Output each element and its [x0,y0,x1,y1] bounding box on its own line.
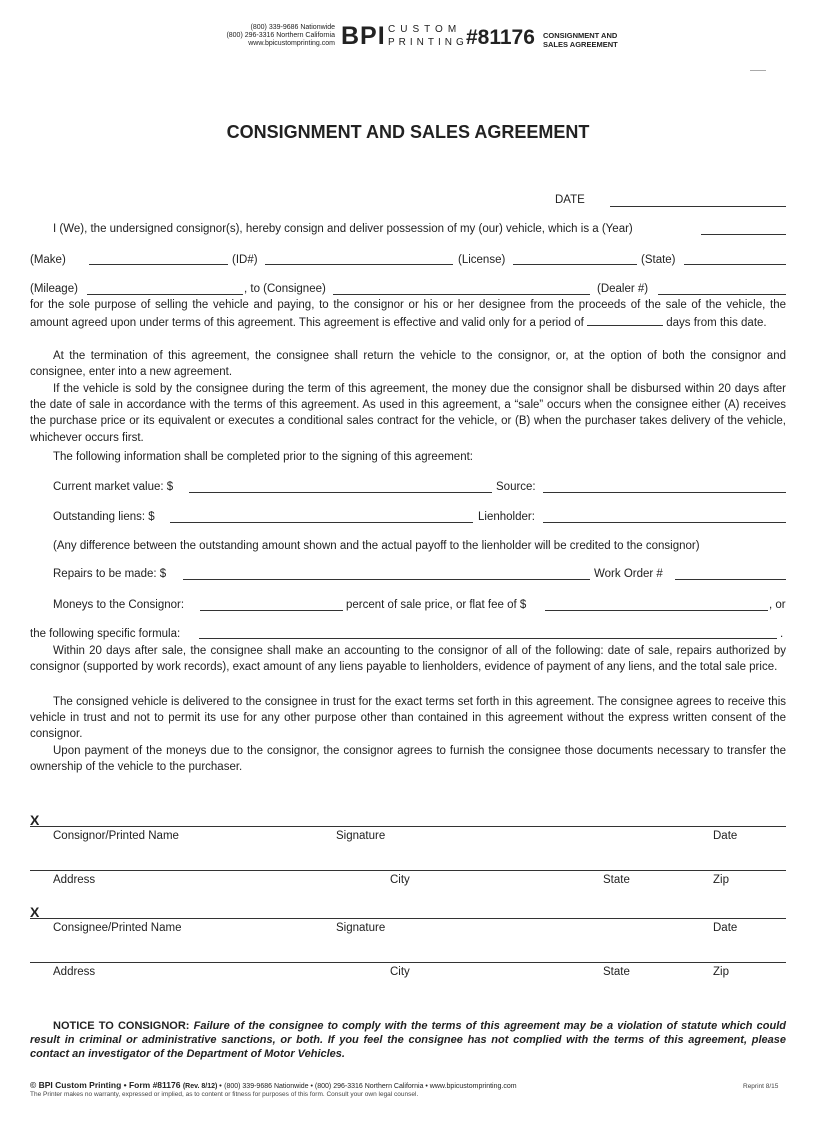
state-line[interactable] [684,264,786,265]
consignor-signature-label: Signature [336,830,386,842]
outstanding-liens-line[interactable] [170,522,473,523]
within-20-days-paragraph: Within 20 days after sale, the consignee shall make an accounting to the consignor of all of the following: date of sale, repairs authorized by consignor (supported by work records), exact amount of any liens payable to lienholders, evidence of payment of any liens, and the total sale price. [30,645,786,674]
corner-mark [750,70,766,71]
header-form-name-1: CONSIGNMENT AND [543,31,618,40]
formula-line[interactable] [199,638,777,639]
days-from-text: days from [666,317,717,330]
repairs-label: Repairs to be made: $ [53,568,167,580]
header-brand-printing: PRINTING [388,37,468,48]
footer-line [30,1080,517,1090]
footer-rev: (Rev. 8/12) • [182,1083,222,1090]
consignor-x-mark: X [30,812,40,828]
footer-brand: © BPI Custom Printing • Form #81176 [30,1080,181,1090]
notice-lead: NOTICE TO CONSIGNOR: [53,1020,190,1032]
market-value-label: Current market value: $ [53,481,174,493]
work-order-line[interactable] [675,579,786,580]
or-label: , or [769,599,786,611]
lienholder-label: Lienholder: [478,511,535,523]
moneys-percent-line[interactable] [200,610,343,611]
source-line[interactable] [543,492,786,493]
consignee-date-label: Date [713,922,738,934]
percent-label: percent of sale price, or flat fee of $ [346,599,527,611]
id-label: (ID#) [232,254,258,266]
sold-paragraph: If the vehicle is sold by the consignee during the term of this agreement, the money due the consignor shall be disbursed within 20 days after the date of sale in accordance with the terms of this agreement. As used in this agreement, a “sale” occurs when the consignee either (A) receives the purchase price or its equivalent or executes a conditional sales contract for the vehicle, or (B) when the purchaser takes delivery of the vehicle, whichever occurs first. [30,383,786,444]
make-label: (Make) [30,254,66,266]
source-label: Source: [496,481,536,493]
header-brand-custom: CUSTOM [388,24,462,35]
termination-paragraph: At the termination of this agreement, the consignee shall return the vehicle to the consignor, or, at the option of both the consignor and consignee, enter into a new agreement. [30,350,786,379]
consignor-address-label: Address [53,874,96,886]
consignee-zip-label: Zip [713,966,729,978]
date-field [555,192,585,208]
repairs-line[interactable] [183,579,590,580]
footer-contacts: (800) 339-9686 Nationwide • (800) 296-3316 Northern California • www.bpicustomprinting.com [224,1083,517,1090]
footer-disclaimer: The Printer makes no warranty, expressed or implied, as to content or fitness for purposes of this form. Consult your own legal counsel. [30,1091,419,1098]
header-website: www.bpicustomprinting.com [248,40,335,47]
formula-label: the following specific formula: [30,628,181,640]
consignor-city-label: City [390,874,410,886]
notice-to-consignor [30,1019,786,1061]
header-form-number: #81176 [466,26,535,49]
consignee-city-label: City [390,966,410,978]
moneys-label: Moneys to the Consignor: [53,599,185,611]
license-label: (License) [458,254,506,266]
dealer-line[interactable] [658,294,786,295]
upon-payment-paragraph: Upon payment of the moneys due to the consignor, the consignor agrees to furnish the consignee those documents necessary to transfer the ownership of the vehicle to the purchaser. [30,745,786,774]
following-info-text: The following information shall be completed prior to the signing of this agreement: [53,451,473,463]
consignee-label: , to (Consignee) [244,283,326,295]
header-form-name-2: SALES AGREEMENT [543,40,618,49]
consignor-name-label: Consignor/Printed Name [53,830,179,842]
dealer-label: (Dealer #) [597,283,649,295]
flat-fee-line[interactable] [545,610,768,611]
make-line[interactable] [89,264,228,265]
date-label: DATE [555,194,585,206]
state-label: (State) [641,254,676,266]
trust-paragraph: The consigned vehicle is delivered to the consignee in trust for the exact terms set forth in this agreement. The consignee agrees to receive this vehicle in trust and not to permit its use for any other purpose other than contained in this agreement without the express written consent of the consignor. [30,696,786,741]
sole-purpose-paragraph [30,297,786,331]
mileage-line[interactable] [87,294,243,295]
formula-period: . [780,628,784,640]
consignor-signature-line[interactable] [30,826,786,827]
consignee-signature-label: Signature [336,922,386,934]
footer-reprint: Reprint 8/15 [743,1083,779,1090]
consignor-address-line[interactable] [30,870,786,871]
consignee-line[interactable] [333,294,590,295]
notice-text: Failure of the consignee to comply with the terms of this agreement may be a violation of statute which could result in criminal or administrative sanctions, or both. If you feel the consignee has not complied with the terms of this agreement, please contact an investigator of the Department of Motor Vehicles. [30,1020,787,1060]
year-line[interactable] [701,234,786,235]
header-phone-nationwide: (800) 339-9686 Nationwide [250,24,335,31]
consignor-date-label: Date [713,830,738,842]
sole-purpose-text: for the sole purpose of selling the vehicle and paying, to the consignor or his or her designee from the proceeds of the sale of the vehicle, the amount agreed upon under terms of this agreement. This agreement is effective and valid only for a period of [30,299,786,330]
consignor-state-label: State [603,874,630,886]
intro-text: I (We), the undersigned consignor(s), hereby consign and deliver possession of my (our) vehicle, which is a (Year) [53,223,633,235]
consignee-name-label: Consignee/Printed Name [53,922,182,934]
consignee-address-label: Address [53,966,96,978]
period-days-line[interactable] [587,313,663,326]
consignee-address-line[interactable] [30,962,786,963]
mileage-label: (Mileage) [30,283,78,295]
header-phone-california: (800) 296-3316 Northern California [226,32,335,39]
consignee-state-label: State [603,966,630,978]
consignor-zip-label: Zip [713,874,729,886]
date-line[interactable] [610,206,786,207]
this-date-text: this date. [719,317,767,330]
work-order-label: Work Order # [594,568,663,580]
license-line[interactable] [513,264,637,265]
lienholder-line[interactable] [543,522,786,523]
consignee-signature-line[interactable] [30,918,786,919]
any-difference-text: (Any difference between the outstanding amount shown and the actual payoff to the lienholder will be credited to the consignor) [53,540,700,552]
id-line[interactable] [265,264,453,265]
header-brand-logo: BPI [341,22,386,50]
consignee-x-mark: X [30,904,40,920]
page-title: CONSIGNMENT AND SALES AGREEMENT [226,122,590,142]
market-value-line[interactable] [189,492,492,493]
outstanding-liens-label: Outstanding liens: $ [53,511,155,523]
